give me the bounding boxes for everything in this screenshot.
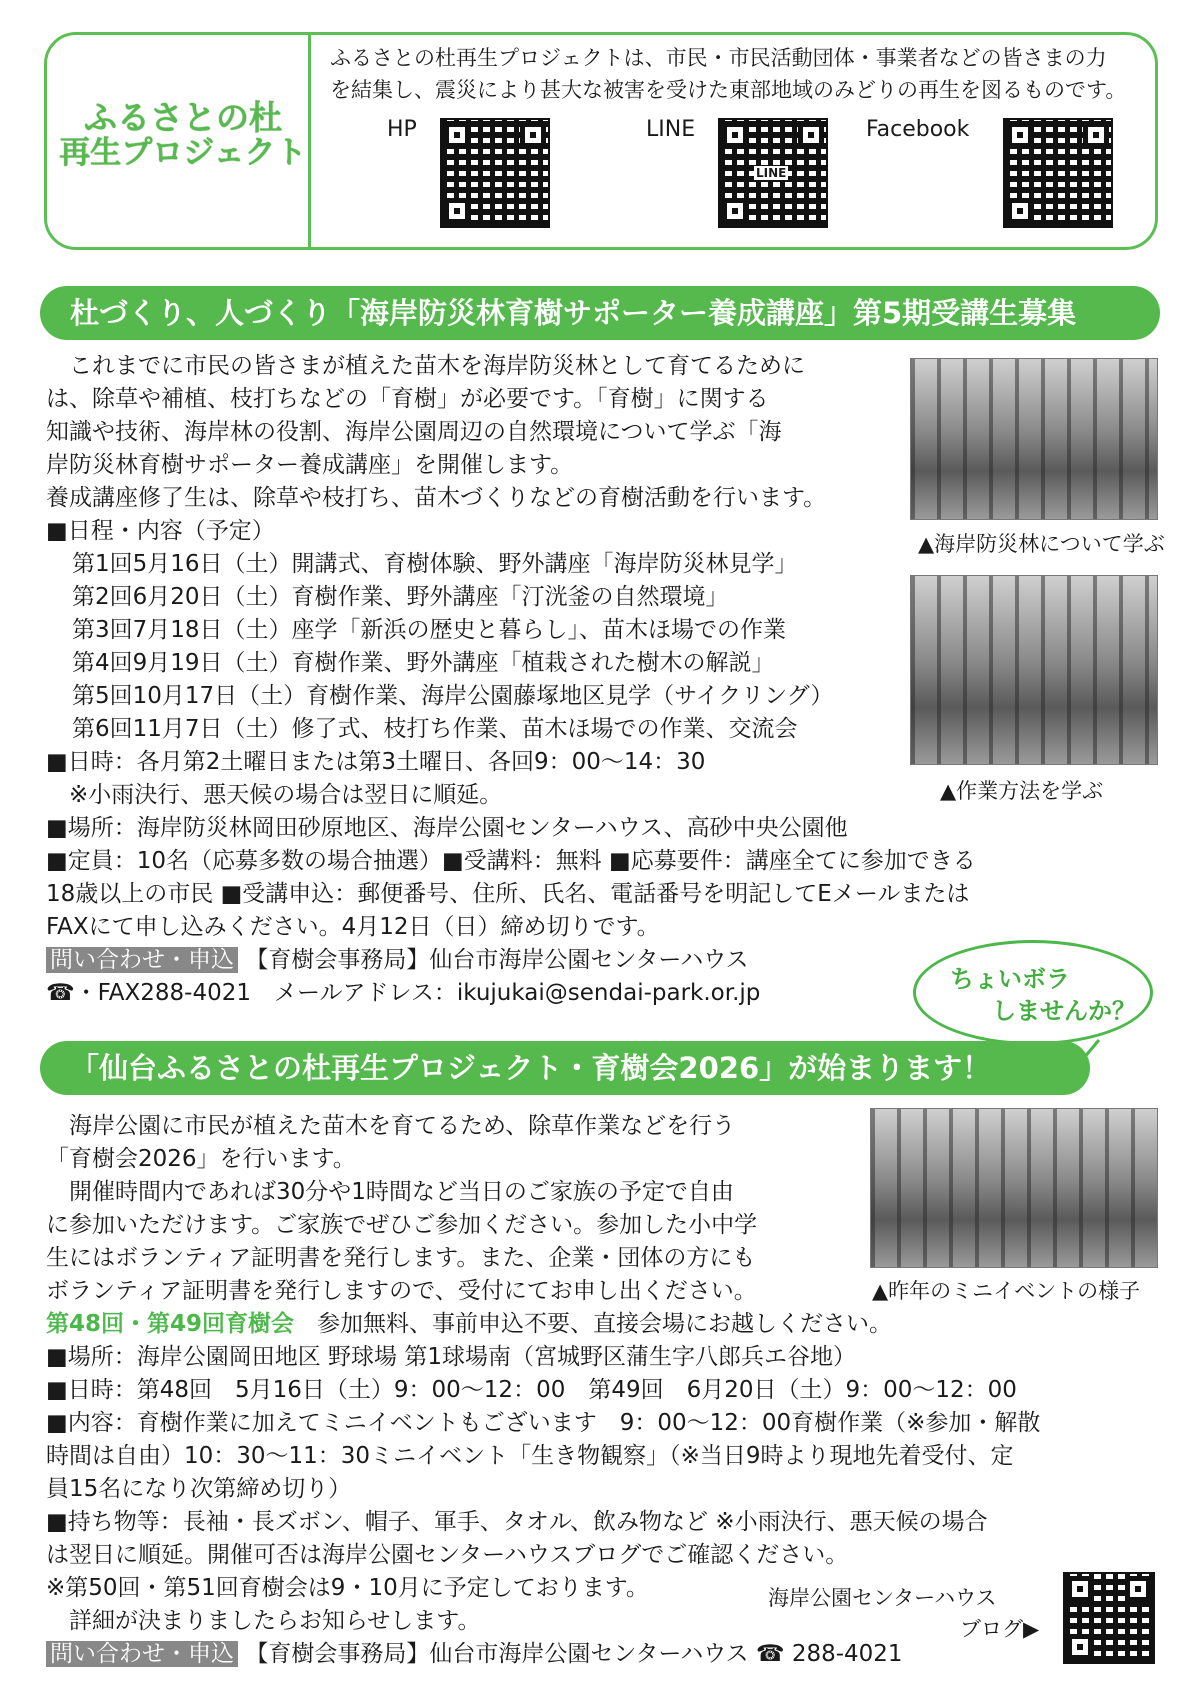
s1-capacity-line3: FAXにて申し込みください。4月12日（日）締め切りです。 xyxy=(46,914,660,940)
s1-contact-line[interactable]: ☎・FAX288-4021 メールアドレス：ikujukai@sendai-park.or.jp xyxy=(46,980,761,1006)
schedule-item: 第5回10月17日（土）育樹作業、海岸公園藤塚地区見学（サイクリング） xyxy=(72,683,834,709)
logo-line2: 再生プロジェクト xyxy=(59,135,307,172)
schedule-item: 第4回9月19日（土）育樹作業、野外講座「植栽された樹木の解説」 xyxy=(72,650,775,676)
caption-photo2: ▲作業方法を学ぶ xyxy=(940,779,1104,803)
s1-p5: 養成講座修了生は、除草や枝打ち、苗木づくりなどの育樹活動を行います。 xyxy=(46,485,827,511)
bubble-line2: しませんか？ xyxy=(992,997,1136,1025)
s1-p1: これまでに市民の皆さまが植えた苗木を海岸防災林として育てるために xyxy=(46,353,805,379)
qr-facebook-label: Facebook xyxy=(866,117,970,142)
s2-p1: 海岸公園に市民が植えた苗木を育てるため、除草作業などを行う xyxy=(46,1113,736,1139)
s2-event-name: 第48回・第49回育樹会 xyxy=(46,1311,295,1337)
qr-hp-label: HP xyxy=(387,117,417,142)
caption-photo3: ▲昨年のミニイベントの様子 xyxy=(872,1279,1141,1303)
s2-p3: 開催時間内であれば30分や1時間など当日のご家族の予定で自由 xyxy=(46,1179,734,1205)
logo-line1: ふるさとの杜 xyxy=(84,98,282,137)
s2-content-line3: 員15名になり次第締め切り） xyxy=(46,1476,352,1502)
s2-note-line1: ※第50回・第51回育樹会は9・10月に予定しております。 xyxy=(46,1575,649,1601)
s1-schedule-list xyxy=(46,548,976,746)
s1-schedule-heading: ■日程・内容（予定） xyxy=(46,518,275,544)
s1-p4: 岸防災林育樹サポーター養成講座」を開催します。 xyxy=(46,452,574,478)
s1-place-line: ■場所：海岸防災林岡田砂原地区、海岸公園センターハウス、高砂中央公園他 xyxy=(46,815,848,841)
s2-content-line2: 時間は自由）10：30～11：30ミニイベント「生き物観察」（※当日9時より現地先着受付、定 xyxy=(46,1443,1014,1469)
s2-content-line1: ■内容：育樹作業に加えてミニイベントもございます 9：00～12：00育樹作業（※参加・解散 xyxy=(46,1410,1041,1436)
s2-note-line2: 詳細が決まりましたらお知らせします。 xyxy=(46,1608,481,1634)
s1-time-note: ※小雨決行、悪天候の場合は翌日に順延。 xyxy=(46,782,503,808)
s2-items-line1: ■持ち物等：長袖・長ズボン、帽子、軍手、タオル、飲み物など ※小雨決行、悪天候の場合 xyxy=(46,1509,988,1535)
s1-inquiry-label: 問い合わせ・申込 xyxy=(46,947,238,973)
intro-line2: を結集し、震災により甚大な被害を受けた東部地域のみどりの再生を図るものです。 xyxy=(330,78,1127,102)
s2-items-line2: は翌日に順延。開催可否は海岸公園センターハウスブログでご確認ください。 xyxy=(46,1542,849,1568)
s2-place-line: ■場所：海岸公園岡田地区 野球場 第1球場南（宮城野区蒲生字八郎兵エ谷地） xyxy=(46,1344,856,1370)
caption-photo1: ▲海岸防災林について学ぶ xyxy=(918,532,1165,556)
s2-p2: 「育樹会2026」を行います。 xyxy=(46,1146,356,1172)
intro-line1: ふるさとの杜再生プロジェクトは、市民・市民活動団体・事業者などの皆さまの力 xyxy=(330,46,1107,70)
schedule-item: 第1回5月16日（土）開講式、育樹体験、野外講座「海岸防災林見学」 xyxy=(72,551,798,577)
s2-inquiry-label: 問い合わせ・申込 xyxy=(46,1641,238,1667)
section1-body xyxy=(46,350,976,1010)
s2-p6: ボランティア証明書を発行しますので、受付にてお申し出ください。 xyxy=(46,1278,757,1304)
qr-line-center: LINE xyxy=(756,166,787,180)
s2-p5: 生にはボランティア証明書を発行します。また、企業・団体の方にも xyxy=(46,1245,756,1271)
qr-facebook-code[interactable] xyxy=(1003,118,1113,228)
s1-capacity-line: ■定員：10名（応募多数の場合抽選）■受講料：無料 ■応募要件：講座全てに参加できる xyxy=(46,848,976,874)
qr-line-label: LINE xyxy=(646,117,696,142)
qr-hp-code[interactable] xyxy=(440,118,550,228)
s1-time-line: ■日時：各月第2土曜日または第3土曜日、各回9：00～14：30 xyxy=(46,749,706,775)
bubble-line1: ちょいボラ xyxy=(950,965,1070,993)
intro-text xyxy=(330,42,1150,106)
s1-p2: は、除草や補植、枝打ちなどの「育樹」が必要です。「育樹」に関する xyxy=(46,386,769,412)
s2-p4: に参加いただけます。ご家族でぜひご参加ください。参加した小中学 xyxy=(46,1212,758,1238)
s2-event-line xyxy=(46,1308,1040,1341)
photo-work-method xyxy=(910,575,1158,765)
section1-title: 杜づくり、人づくり「海岸防災林育樹サポーター養成講座」第5期受講生募集 xyxy=(40,286,1160,340)
section2-title: 「仙台ふるさとの杜再生プロジェクト・育樹会2026」が始まります！ xyxy=(40,1041,1090,1095)
project-logo xyxy=(58,100,308,170)
s1-inquiry xyxy=(46,944,976,977)
s2-inquiry-text: 【育樹会事務局】仙台市海岸公園センターハウス ☎ 288-4021 xyxy=(245,1641,903,1667)
s2-time-line: ■日時：第48回 5月16日（土）9：00～12：00 第49回 6月20日（土）9：00～12：00 xyxy=(46,1377,1017,1403)
blog-label2: ブログ▶ xyxy=(960,1617,1040,1641)
bubble-text xyxy=(950,963,1136,1027)
s2-inquiry xyxy=(46,1638,1040,1671)
qr-blog-code[interactable] xyxy=(1063,1572,1155,1664)
s2-event-desc: 参加無料、事前申込不要、直接会場にお越しください。 xyxy=(294,1311,893,1337)
header-divider xyxy=(308,35,311,247)
schedule-item: 第2回6月20日（土）育樹作業、野外講座「汀洸釜の自然環境」 xyxy=(72,584,729,610)
photo-coastal-forest xyxy=(910,358,1158,520)
qr-line-code[interactable] xyxy=(718,118,828,228)
schedule-item: 第6回11月7日（土）修了式、枝打ち作業、苗木ほ場での作業、交流会 xyxy=(72,716,798,742)
s1-p3: 知識や技術、海岸林の役割、海岸公園周辺の自然環境について学ぶ「海 xyxy=(46,419,782,445)
s1-inquiry-text: 【育樹会事務局】仙台市海岸公園センターハウス xyxy=(245,947,749,973)
s1-capacity-line2: 18歳以上の市民 ■受講申込：郵便番号、住所、氏名、電話番号を明記してEメールまたは xyxy=(46,881,970,907)
blog-label1: 海岸公園センターハウス xyxy=(768,1586,997,1610)
photo-mini-event xyxy=(870,1108,1158,1268)
schedule-item: 第3回7月18日（土）座学「新浜の歴史と暮らし」、苗木ほ場での作業 xyxy=(72,617,787,643)
